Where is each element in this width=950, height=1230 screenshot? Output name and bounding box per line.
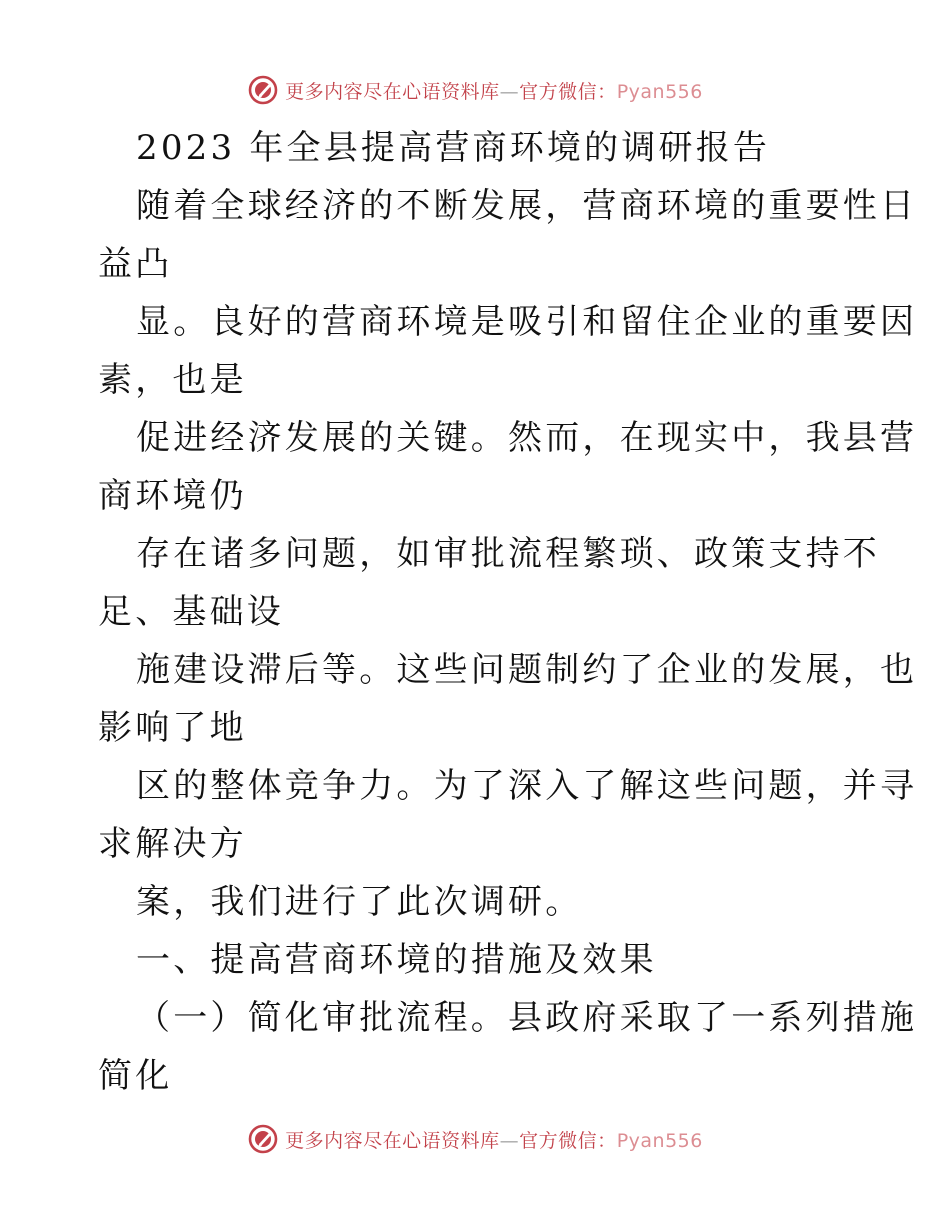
paragraph-line: 益凸 <box>98 244 173 284</box>
paragraph-line: 简化 <box>98 1056 173 1096</box>
watermark-wechat-label: 官方微信： <box>519 1129 617 1152</box>
paragraph-line: 足、基础设 <box>98 592 284 632</box>
paragraph-line: 促进经济发展的关键。然而，在现实中，我县营 <box>136 418 918 458</box>
paragraph-line: 施建设滞后等。这些问题制约了企业的发展，也 <box>136 650 918 690</box>
document-title: 2023 年全县提高营商环境的调研报告 <box>136 128 771 168</box>
watermark-text <box>285 1126 703 1153</box>
pen-seal-icon <box>247 1123 279 1155</box>
watermark-wechat-id: Pyan556 <box>616 80 703 103</box>
paragraph-line: 案，我们进行了此次调研。 <box>136 882 583 922</box>
watermark-separator: — <box>499 1129 520 1152</box>
paragraph-line: 商环境仍 <box>98 476 247 516</box>
paragraph-line: 求解决方 <box>98 824 247 864</box>
watermark-brand: 更多内容尽在心语资料库 <box>285 1129 500 1152</box>
paragraph-line: 影响了地 <box>98 708 247 748</box>
watermark-wechat-label: 官方微信： <box>519 80 617 103</box>
pen-seal-icon <box>247 74 279 106</box>
section-heading: 一、提高营商环境的措施及效果 <box>136 940 657 980</box>
watermark-brand: 更多内容尽在心语资料库 <box>285 80 500 103</box>
header-watermark <box>0 70 950 110</box>
watermark-text <box>285 77 703 104</box>
paragraph-line: 显。良好的营商环境是吸引和留住企业的重要因 <box>136 302 918 342</box>
paragraph-line: 素，也是 <box>98 360 247 400</box>
watermark-wechat-id: Pyan556 <box>616 1129 703 1152</box>
paragraph-line: 区的整体竞争力。为了深入了解这些问题，并寻 <box>136 766 918 806</box>
paragraph-line: 存在诸多问题，如审批流程繁琐、政策支持不 <box>136 534 880 574</box>
watermark-separator: — <box>499 80 520 103</box>
paragraph-line: 随着全球经济的不断发展，营商环境的重要性日 <box>136 186 918 226</box>
subsection-line: （一）简化审批流程。县政府采取了一系列措施 <box>136 998 918 1038</box>
footer-watermark <box>0 1119 950 1159</box>
